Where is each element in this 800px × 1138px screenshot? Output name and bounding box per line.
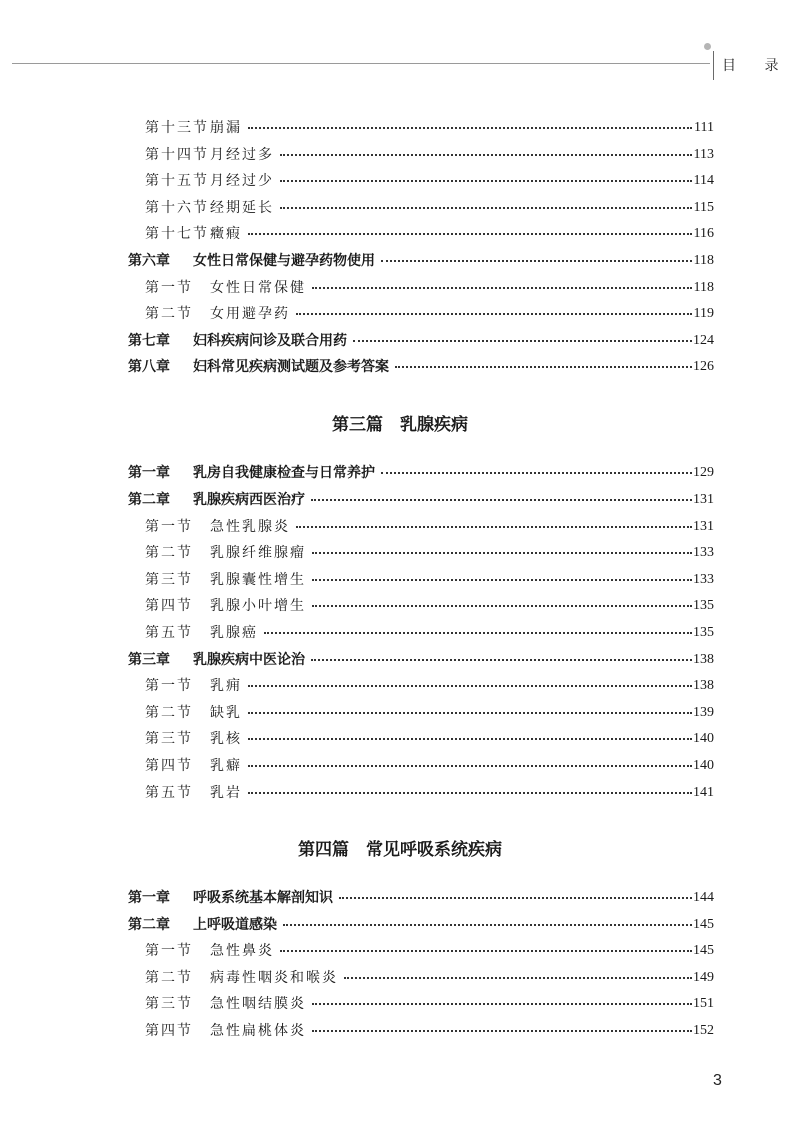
dot-leader [248,127,692,129]
entry-label: 第一节 [145,280,193,296]
entry-page-number: 119 [693,306,714,321]
entry-page-number: 140 [693,758,714,773]
entry-title: 妇科疾病问诊及联合用药 [193,333,347,349]
entry-page-number: 145 [693,917,714,932]
entry-page-number: 111 [694,120,714,135]
entry-title: 乳腺癌 [210,625,258,641]
dot-leader [248,685,692,687]
entry-page-number: 145 [693,943,714,958]
toc-section-entry[interactable] [0,729,800,749]
entry-title: 缺乳 [210,705,242,721]
dot-leader [312,605,692,607]
entry-title: 上呼吸道感染 [193,917,277,933]
dot-leader [395,366,692,368]
entry-label: 第一节 [145,519,193,535]
toc-section-entry[interactable] [0,676,800,696]
dot-leader [339,897,692,899]
toc-section-entry[interactable] [0,517,800,537]
entry-page-number: 116 [693,226,714,241]
entry-label: 第十七节 [145,226,209,242]
toc-section-entry[interactable] [0,171,800,191]
dot-leader [248,233,692,235]
entry-page-number: 113 [693,147,714,162]
dot-leader [344,977,692,979]
entry-page-number: 133 [693,572,714,587]
entry-title: 急性鼻炎 [210,943,274,959]
entry-title: 乳痈 [210,678,242,694]
toc-section-entry[interactable] [0,118,800,138]
entry-page-number: 118 [693,253,714,268]
toc-chapter-entry[interactable] [0,463,800,483]
running-header-title: 目 录 [722,58,791,74]
entry-label: 第十五节 [145,173,209,189]
entry-label: 第二节 [145,970,193,986]
dot-leader [353,340,692,342]
entry-label: 第一节 [145,943,193,959]
entry-title: 月经过少 [210,173,274,189]
entry-title: 乳腺小叶增生 [210,598,306,614]
entry-label: 第五节 [145,785,193,801]
entry-page-number: 133 [693,545,714,560]
toc-section-entry[interactable] [0,145,800,165]
entry-label: 第二节 [145,705,193,721]
entry-title: 癥瘕 [210,226,242,242]
entry-page-number: 139 [693,705,714,720]
entry-label: 第二节 [145,306,193,322]
entry-label: 第三节 [145,996,193,1012]
toc-section-entry[interactable] [0,304,800,324]
entry-label: 第八章 [128,359,170,375]
entry-page-number: 144 [693,890,714,905]
entry-label: 第四节 [145,598,193,614]
dot-leader [311,659,692,661]
dot-leader [280,950,692,952]
toc-chapter-entry[interactable] [0,915,800,935]
entry-label: 第十四节 [145,147,209,163]
toc-section-entry[interactable] [0,783,800,803]
dot-leader [312,1003,692,1005]
entry-page-number: 151 [693,996,714,1011]
entry-title: 急性扁桃体炎 [210,1023,306,1039]
entry-title: 急性乳腺炎 [210,519,290,535]
entry-label: 第三节 [145,572,193,588]
dot-leader [296,526,692,528]
entry-label: 第七章 [128,333,170,349]
dot-leader [280,207,692,209]
toc-chapter-entry[interactable] [0,650,800,670]
entry-label: 第一章 [128,890,170,906]
entry-label: 第三节 [145,731,193,747]
entry-label: 第四节 [145,758,193,774]
toc-section-entry[interactable] [0,968,800,988]
entry-page-number: 135 [693,625,714,640]
toc-chapter-entry[interactable] [0,357,800,377]
dot-leader [283,924,692,926]
entry-page-number: 138 [693,652,714,667]
entry-label: 第一章 [128,465,170,481]
entry-title: 月经过多 [210,147,274,163]
dot-leader [248,792,692,794]
dot-leader [381,260,692,262]
dot-leader [312,287,692,289]
part-title: 第三篇 乳腺疾病 [332,415,468,435]
header-rule [12,63,710,64]
toc-section-entry[interactable] [0,570,800,590]
entry-label: 第二节 [145,545,193,561]
entry-title: 乳癖 [210,758,242,774]
entry-page-number: 118 [693,280,714,295]
dot-leader [312,552,692,554]
dot-leader [296,313,692,315]
entry-page-number: 135 [693,598,714,613]
entry-title: 乳腺囊性增生 [210,572,306,588]
toc-chapter-entry[interactable] [0,251,800,271]
entry-page-number: 149 [693,970,714,985]
dot-leader [311,499,692,501]
entry-label: 第三章 [128,652,170,668]
entry-label: 第十三节 [145,120,209,136]
entry-title: 乳核 [210,731,242,747]
toc-section-entry[interactable] [0,994,800,1014]
dot-leader [312,579,692,581]
entry-title: 经期延长 [210,200,274,216]
entry-page-number: 124 [693,333,714,348]
entry-page-number: 114 [693,173,714,188]
entry-title: 急性咽结膜炎 [210,996,306,1012]
part-title: 第四篇 常见呼吸系统疾病 [298,840,502,860]
toc-chapter-entry[interactable] [0,331,800,351]
toc-section-entry[interactable] [0,278,800,298]
entry-title: 乳岩 [210,785,242,801]
header-dot [704,43,711,50]
entry-page-number: 115 [693,200,714,215]
toc-section-entry[interactable] [0,224,800,244]
entry-label: 第六章 [128,253,170,269]
dot-leader [264,632,692,634]
entry-title: 乳腺纤维腺瘤 [210,545,306,561]
toc-section-entry[interactable] [0,596,800,616]
entry-title: 呼吸系统基本解剖知识 [193,890,333,906]
entry-title: 乳腺疾病西医治疗 [193,492,305,508]
dot-leader [248,765,692,767]
toc-chapter-entry[interactable] [0,888,800,908]
toc-section-entry[interactable] [0,1021,800,1041]
entry-page-number: 129 [693,465,714,480]
page-number: 3 [713,1072,722,1089]
entry-title: 病毒性咽炎和喉炎 [210,970,338,986]
dot-leader [381,472,692,474]
dot-leader [280,154,692,156]
entry-page-number: 131 [693,492,714,507]
entry-page-number: 141 [693,785,714,800]
dot-leader [248,738,692,740]
entry-page-number: 126 [693,359,714,374]
entry-label: 第十六节 [145,200,209,216]
entry-title: 乳腺疾病中医论治 [193,652,305,668]
entry-title: 女用避孕药 [210,306,290,322]
entry-title: 女性日常保健与避孕药物使用 [193,253,375,269]
toc-section-entry[interactable] [0,543,800,563]
toc-chapter-entry[interactable] [0,490,800,510]
toc-section-entry[interactable] [0,941,800,961]
toc-section-entry[interactable] [0,623,800,643]
entry-page-number: 152 [693,1023,714,1038]
header-divider [713,51,714,80]
entry-title: 乳房自我健康检查与日常养护 [193,465,375,481]
toc-section-entry[interactable] [0,703,800,723]
entry-label: 第五节 [145,625,193,641]
toc-section-entry[interactable] [0,756,800,776]
entry-title: 妇科常见疾病测试题及参考答案 [193,359,389,375]
entry-label: 第二章 [128,492,170,508]
entry-title: 崩漏 [210,120,242,136]
dot-leader [280,180,692,182]
dot-leader [312,1030,692,1032]
toc-section-entry[interactable] [0,198,800,218]
entry-page-number: 140 [693,731,714,746]
entry-page-number: 138 [693,678,714,693]
entry-label: 第四节 [145,1023,193,1039]
entry-title: 女性日常保健 [210,280,306,296]
dot-leader [248,712,692,714]
entry-page-number: 131 [693,519,714,534]
entry-label: 第一节 [145,678,193,694]
entry-label: 第二章 [128,917,170,933]
